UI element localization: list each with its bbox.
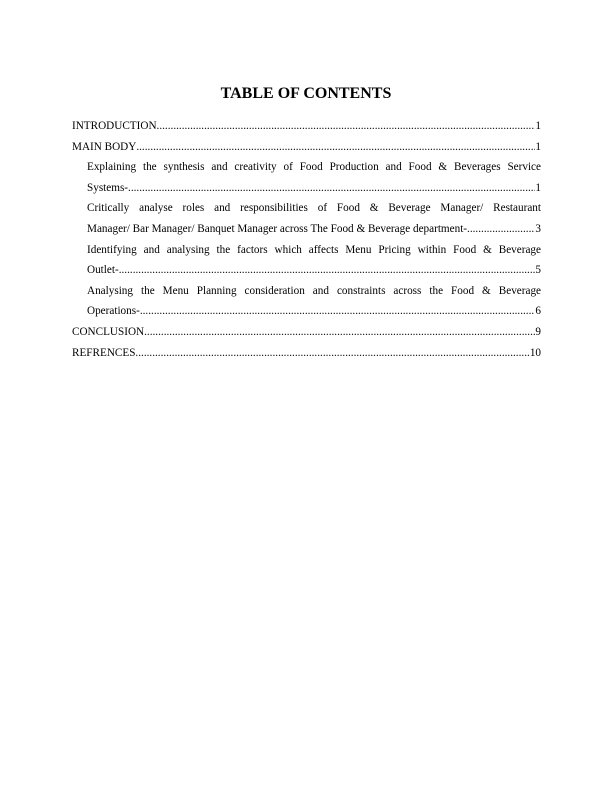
toc-entry-label: Outlet- [87,264,119,277]
dot-leader [157,116,536,137]
toc-entry-label: MAIN BODY [72,140,137,153]
toc-entry-synthesis[interactable] [72,157,541,198]
toc-entry-references[interactable] [72,343,541,364]
toc-page-number: 5 [535,264,541,277]
toc-page-number: 10 [529,346,541,359]
toc-entry-label: Operations- [87,305,140,318]
toc-page-number: 9 [535,325,541,338]
toc-entry-label: REFRENCES [72,346,136,359]
toc-entry-menu-pricing[interactable] [72,240,541,281]
toc-page-number: 1 [535,120,541,132]
dot-leader [135,343,529,364]
toc-entry-label: INTRODUCTION [72,120,157,132]
dot-leader [144,322,535,343]
dot-leader [119,260,536,281]
toc-entry-label: Manager/ Bar Manager/ Banquet Manager across The Food & Beverage department- [87,222,468,235]
toc-entry-label: Systems- [87,181,129,194]
toc-entry-roles[interactable] [72,198,541,239]
toc-entry-conclusion[interactable] [72,322,541,343]
toc-page-number: 1 [535,140,541,153]
toc-list [72,116,541,363]
toc-title: TABLE OF CONTENTS [220,85,392,102]
toc-entry-menu-planning[interactable] [72,281,541,322]
toc-entry-introduction[interactable] [72,116,541,137]
toc-entry-label: CONCLUSION [72,325,145,338]
dot-leader [128,178,535,199]
toc-entry-label-line-1: Analysing the Menu Planning consideration and constraints across the Food & Beverage [87,284,541,297]
toc-page-number: 1 [535,181,541,194]
toc-page-number: 6 [535,305,541,318]
toc-entry-main-body[interactable] [72,137,541,158]
toc-entry-label-line-1: Identifying and analysing the factors which affects Menu Pricing within Food & Beverage [87,243,541,256]
toc-entry-label-line-1: Explaining the synthesis and creativity of Food Production and Food & Beverages Service [87,161,541,174]
dot-leader [136,137,535,158]
dot-leader [467,219,535,240]
toc-page-number: 3 [535,222,541,235]
dot-leader [140,301,536,322]
toc-entry-label-line-1: Critically analyse roles and responsibilities of Food & Beverage Manager/ Restaurant [87,202,541,215]
